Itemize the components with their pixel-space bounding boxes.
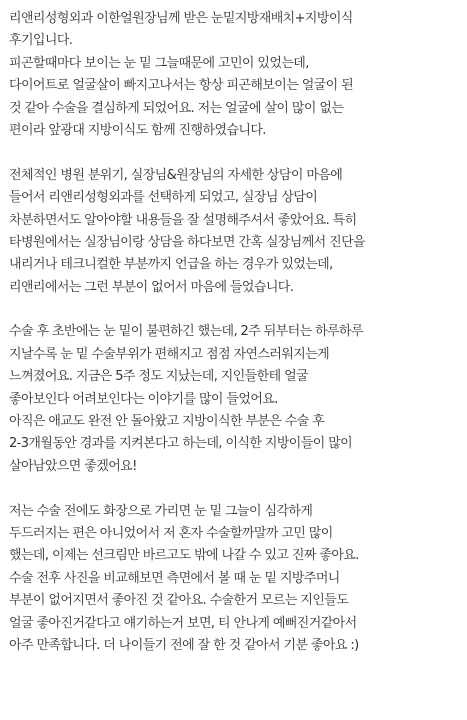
review-line: 타병원에서는 실장님이랑 상담을 하다보면 간혹 실장님께서 진단을 bbox=[9, 234, 366, 250]
review-line: 수술 전후 사진을 비교해보면 측면에서 볼 때 눈 밑 지방주머니 bbox=[9, 570, 340, 586]
review-line: 내리거나 테크니컬한 부분까지 언급을 하는 경우가 있었는데, bbox=[9, 257, 333, 273]
review-line: 후기입니다. bbox=[9, 33, 73, 49]
review-line: 2-3개월동안 경과를 지켜본다고 하는데, 이식한 지방이들이 많이 bbox=[9, 436, 353, 452]
review-line: 편이라 앞광대 지방이식도 함께 진행하였습니다. bbox=[9, 122, 266, 138]
review-line: 아주 만족합니다. 더 나이들기 전에 잘 한 것 같아서 기분 좋아요 :) bbox=[9, 637, 359, 653]
review-line: 리앤리성형외과 이한얼원장님께 받은 눈밑지방재배치+지방이식 bbox=[9, 11, 353, 26]
review-line: 피곤할때마다 보이는 눈 밑 그늘때문에 고민이 있었는데, bbox=[9, 55, 309, 71]
review-paragraph bbox=[9, 501, 467, 658]
review-line: 전체적인 병원 분위기, 실장님&원장님의 자세한 상담이 마음에 bbox=[9, 167, 343, 183]
review-paragraph bbox=[9, 165, 467, 299]
paragraph-spacer bbox=[9, 299, 467, 321]
review-line: 했는데, 이제는 선크림만 바르고도 밖에 나갈 수 있고 진짜 좋아요. bbox=[9, 548, 359, 564]
review-line: 것 같아 수술을 결심하게 되었어요. 저는 얼굴에 살이 많이 없는 bbox=[9, 100, 344, 116]
review-line: 차분하면서도 알아야할 내용들을 잘 설명해주셔서 좋았어요. 특히 bbox=[9, 212, 357, 228]
review-line: 부분이 없어지면서 좋아진 것 같아요. 수술한거 모르는 지인들도 bbox=[9, 593, 349, 609]
review-line: 좋아보인다 어려보인다는 이야기를 많이 들었어요. bbox=[9, 391, 278, 407]
review-line: 아직은 애교도 완전 안 돌아왔고 지방이식한 부분은 수술 후 bbox=[9, 414, 325, 430]
review-line: 다이어트로 얼굴살이 빠지고나서는 항상 피곤해보이는 얼굴이 된 bbox=[9, 78, 354, 94]
review-line: 두드러지는 편은 아니었어서 저 혼자 수술할까말까 고민 많이 bbox=[9, 525, 333, 541]
review-line: 얼굴 좋아진거같다고 얘기하는거 보면, 티 안나게 예뻐진거같아서 bbox=[9, 615, 357, 631]
review-line: 느껴졌어요. 지금은 5주 정도 지났는데, 지인들한테 얼굴 bbox=[9, 369, 309, 385]
review-paragraph bbox=[9, 321, 467, 478]
review-line: 리앤리에서는 그런 부분이 없어서 마음에 들었습니다. bbox=[9, 279, 294, 295]
review-line: 들어서 리앤리성형외과를 선택하게 되었고, 실장님 상담이 bbox=[9, 190, 318, 206]
review-line: 지날수록 눈 밑 수술부위가 편해지고 점점 자연스러워지는게 bbox=[9, 346, 330, 362]
review-line: 살아남았으면 좋겠어요! bbox=[9, 458, 137, 474]
review-line: 수술 후 초반에는 눈 밑이 불편하긴 했는데, 2주 뒤부터는 하루하루 bbox=[9, 324, 363, 340]
paragraph-spacer bbox=[9, 478, 467, 500]
review-paragraph bbox=[9, 8, 467, 142]
review-line: 저는 수술 전에도 화장으로 가리면 눈 밑 그늘이 심각하게 bbox=[9, 503, 313, 519]
paragraph-spacer bbox=[9, 142, 467, 164]
